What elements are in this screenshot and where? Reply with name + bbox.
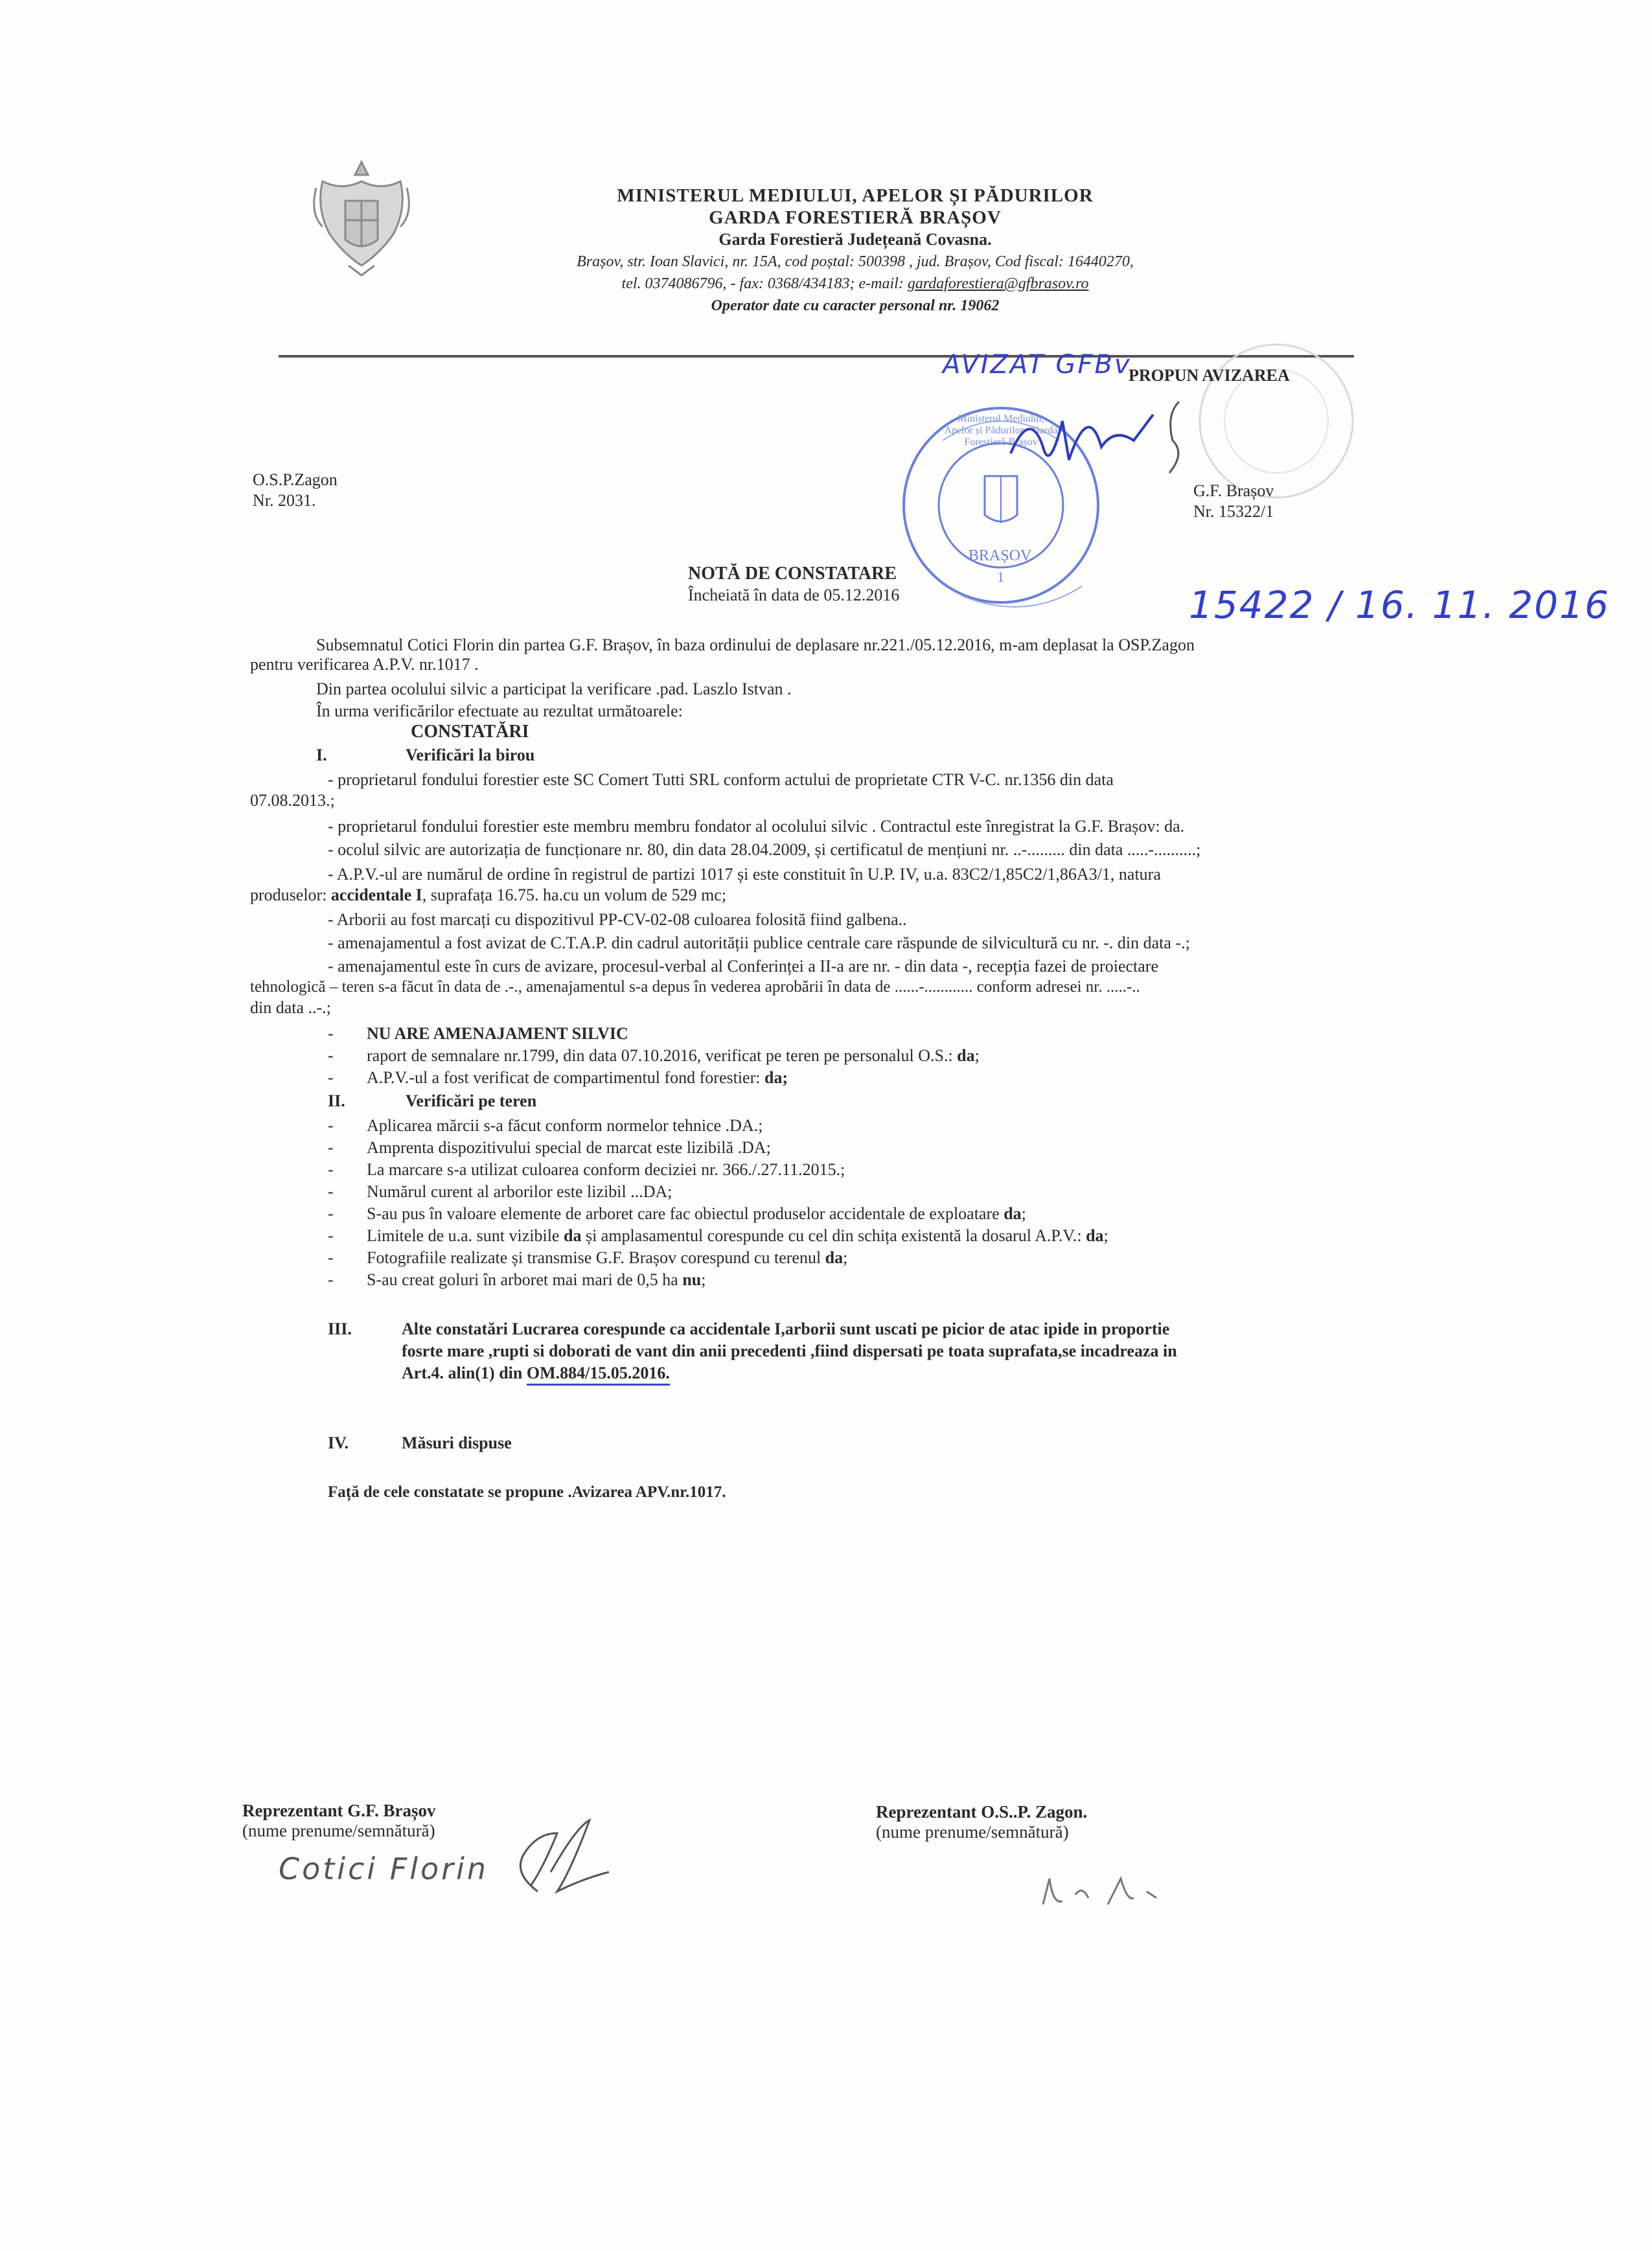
gf-number: Nr. 15322/1 xyxy=(1193,502,1274,521)
dash: - xyxy=(328,1182,334,1201)
dash: - xyxy=(328,1024,334,1043)
intro-line-4: În urma verificărilor efectuate au rezultat următoarele: xyxy=(316,702,683,720)
dash: - xyxy=(328,1270,334,1289)
s2-item-6-bold-2: da xyxy=(1086,1226,1104,1245)
s1-line-7b: tehnologică – teren s-a făcut în data de .-., amenajamentul s-a depus în vederea aprobării în data de ......-............ conform adresei nr. .....-.. xyxy=(250,978,1140,996)
ospz-org: O.S.P.Zagon xyxy=(253,470,338,489)
section-2-number: II. xyxy=(328,1091,345,1110)
s1-line-10-bold: da; xyxy=(764,1068,788,1087)
s1-line-4b-pre: produselor: xyxy=(250,886,331,904)
s1-line-10-pre: A.P.V.-ul a fost verificat de compartimentul fond forestier: xyxy=(367,1068,764,1087)
s1-line-7a: - amenajamentul este în curs de avizare, procesul-verbal al Conferinței a II-a are nr. - din data -, recepția fazei de proiectare xyxy=(328,957,1158,976)
right-sig-sub: (nume prenume/semnătură) xyxy=(876,1822,1069,1842)
s1-line-1a: - proprietarul fondului forestier este SC Comert Tutti SRL conform actului de proprietate CTR V-C. nr.1356 din data xyxy=(328,770,1114,789)
signature-left xyxy=(242,1801,435,1841)
garda-county: Garda Forestieră Județeană Covasna. xyxy=(718,230,992,249)
section-3-number: III. xyxy=(328,1320,352,1338)
s1-line-9-pre: raport de semnalare nr.1799, din data 07.10.2016, verificat pe teren pe personalul O.S.: xyxy=(367,1046,958,1065)
s1-line-5: - Arborii au fost marcați cu dispozitivul PP-CV-02-08 culoarea folosită fiind galbena.. xyxy=(328,910,907,929)
left-sig-title: Reprezentant G.F. Brașov xyxy=(242,1801,436,1820)
s1-line-3: - ocolul silvic are autorizația de funcționare nr. 80, din data 28.04.2009, și certificatul de mențiuni nr. ..-......... din data .....-..........; xyxy=(328,840,1201,859)
left-sig-name-handwritten: Cotici Florin xyxy=(279,1851,489,1886)
s2-item-6-post: ; xyxy=(1103,1226,1108,1245)
gf-org: G.F. Brașov xyxy=(1193,481,1274,500)
round-stamp-text: Ministerul Mediului, Apelor și Pădurilor · Garda Forestieră Brașov xyxy=(944,413,1058,448)
s3-line-3-pre: Art.4. alin(1) din xyxy=(402,1364,527,1382)
dash: - xyxy=(328,1116,334,1135)
address-line: Brașov, str. Ioan Slavici, nr. 15A, cod poștal: 500398 , jud. Brașov, Cod fiscal: 16440270, xyxy=(577,253,1134,270)
s2-item-3: La marcare s-a utilizat culoarea conform deciziei nr. 366./.27.11.2015.; xyxy=(367,1160,845,1179)
s1-line-10 xyxy=(367,1068,788,1088)
s1-line-4b xyxy=(250,885,726,906)
s1-line-9-post: ; xyxy=(974,1046,980,1065)
s2-item-4: Numărul curent al arborilor este lizibil ...DA; xyxy=(367,1182,672,1201)
propun-avizarea: PROPUN AVIZAREA xyxy=(1129,366,1290,385)
section-1-number: I. xyxy=(316,746,327,764)
intro-line-2: pentru verificarea A.P.V. nr.1017 . xyxy=(250,655,479,674)
om-reference: OM.884/15.05.2016. xyxy=(527,1364,670,1386)
s3-line-1: Alte constatări Lucrarea corespunde ca accidentale I,arborii sunt uscati pe picior de atac ipide in proportie xyxy=(402,1320,1170,1338)
s1-line-8: NU ARE AMENAJAMENT SILVIC xyxy=(367,1024,628,1043)
left-sig-sub: (nume prenume/semnătură) xyxy=(242,1821,435,1840)
intro-line-3: Din partea ocolului silvic a participat la verificare .pad. Laszlo Istvan . xyxy=(316,680,792,698)
s1-line-9-bold: da xyxy=(957,1046,975,1065)
garda-name: GARDA FORESTIERĂ BRAȘOV xyxy=(709,207,1002,228)
document-title-block xyxy=(688,564,947,605)
contact-phone-fax: tel. 0374086796, - fax: 0368/434183; e-mail: xyxy=(621,275,908,292)
s1-line-4b-bold: accidentale I xyxy=(330,886,422,904)
document-date: Încheiată în data de 05.12.2016 xyxy=(688,586,900,604)
s1-line-4a: - A.P.V.-ul are numărul de ordine în registrul de partizi 1017 și este constituit în U.P. IV, u.a. 83C2/1,85C2/1,86A3/1, natura xyxy=(328,865,1161,884)
dash: - xyxy=(328,1138,334,1157)
dash: - xyxy=(328,1204,334,1223)
section-4-number: IV. xyxy=(328,1434,349,1452)
dash: - xyxy=(328,1160,334,1179)
constatari-heading: CONSTATĂRI xyxy=(411,722,529,742)
s2-item-7-post: ; xyxy=(843,1248,848,1267)
s2-item-5-bold: da xyxy=(1004,1204,1022,1223)
s2-item-7 xyxy=(367,1248,847,1268)
s2-item-8 xyxy=(367,1270,706,1290)
dash: - xyxy=(328,1226,334,1245)
ospz-reference xyxy=(253,470,338,511)
avizat-handwritten: AVIZAT GFBv xyxy=(943,350,1132,380)
s2-item-8-bold: nu xyxy=(682,1270,702,1289)
s1-line-4b-post: , suprafața 16.75. ha.cu un volum de 529 mc; xyxy=(422,886,727,904)
gf-reference xyxy=(1193,481,1274,522)
dash: - xyxy=(328,1248,334,1267)
proposal-line: Față de cele constatate se propune .Avizarea APV.nr.1017. xyxy=(328,1483,726,1501)
s2-item-5-pre: S-au pus în valoare elemente de arboret care fac obiectul produselor accidentale de exploatare xyxy=(367,1204,1004,1223)
s1-line-1b: 07.08.2013.; xyxy=(250,791,335,810)
round-stamp-number: 1 xyxy=(997,569,1004,585)
letterhead xyxy=(350,185,1360,317)
intro-line-1: Subsemnatul Cotici Florin din partea G.F. Brașov, în baza ordinului de deplasare nr.221./05.12.2016, m-am deplasat la OSP.Zagon xyxy=(316,635,1195,654)
dash: - xyxy=(328,1046,334,1065)
section-1-title: Verificări la birou xyxy=(406,746,535,764)
email-link[interactable]: gardaforestiera@gfbrasov.ro xyxy=(907,275,1089,292)
dash: - xyxy=(328,1068,334,1087)
s1-line-6: - amenajamentul a fost avizat de C.T.A.P. din cadrul autorității publice centrale care răspunde de silvicultură cu nr. -. din data -.; xyxy=(328,933,1190,952)
ministry-name: MINISTERUL MEDIULUI, APELOR ȘI PĂDURILOR xyxy=(617,185,1094,206)
ospz-number: Nr. 2031. xyxy=(253,491,316,510)
s2-item-8-post: ; xyxy=(701,1270,706,1289)
s2-item-5-post: ; xyxy=(1021,1204,1026,1223)
signature-right xyxy=(876,1802,1087,1842)
s2-item-7-bold: da xyxy=(825,1248,843,1267)
faint-stamp xyxy=(1192,337,1360,505)
section-4-title: Măsuri dispuse xyxy=(402,1434,512,1452)
s1-line-7c: din data ..-.; xyxy=(250,998,331,1017)
s2-item-6-pre: Limitele de u.a. sunt vizibile xyxy=(367,1226,564,1245)
s2-item-6 xyxy=(367,1226,1108,1246)
s1-line-2: - proprietarul fondului forestier este membru membru fondator al ocolului silvic . Contractul este înregistrat la G.F. Brașov: da. xyxy=(328,817,1185,836)
s3-line-2: fosrte mare ,rupti si doborati de vant din anii precedenti ,fiind dispersati pe toata suprafata,se incadreaza in xyxy=(402,1342,1177,1360)
s2-item-5 xyxy=(367,1204,1026,1224)
s1-line-9 xyxy=(367,1046,980,1066)
s2-item-6-bold-1: da xyxy=(563,1226,582,1245)
s2-item-2: Amprenta dispozitivului special de marcat este lizibilă .DA; xyxy=(367,1138,771,1157)
contact-line xyxy=(350,273,1360,295)
s2-item-7-pre: Fotografiile realizate și transmise G.F. Brașov corespund cu terenul xyxy=(367,1248,825,1267)
registration-date-handwritten: 15422 / 16. 11. 2016 xyxy=(1189,583,1610,627)
s2-item-8-pre: S-au creat goluri în arboret mai mari de 0,5 ha xyxy=(367,1270,683,1289)
s2-item-1: Aplicarea mărcii s-a făcut conform normelor tehnice .DA.; xyxy=(367,1116,763,1135)
operator-line: Operator date cu caracter personal nr. 19062 xyxy=(711,297,1000,314)
round-stamp-city: BRAȘOV xyxy=(969,547,1032,564)
document-title: NOTĂ DE CONSTATARE xyxy=(688,564,897,584)
left-signature-icon xyxy=(499,1814,615,1904)
section-2-title: Verificări pe teren xyxy=(406,1091,537,1110)
right-sig-title: Reprezentant O.S..P. Zagon. xyxy=(876,1802,1088,1822)
approval-signature-icon xyxy=(1004,389,1199,492)
s2-item-6-mid: și amplasamentul corespunde cu cel din schița existentă la dosarul A.P.V.: xyxy=(581,1226,1086,1245)
right-signature-icon xyxy=(1037,1866,1179,1917)
s3-line-3 xyxy=(402,1363,670,1384)
